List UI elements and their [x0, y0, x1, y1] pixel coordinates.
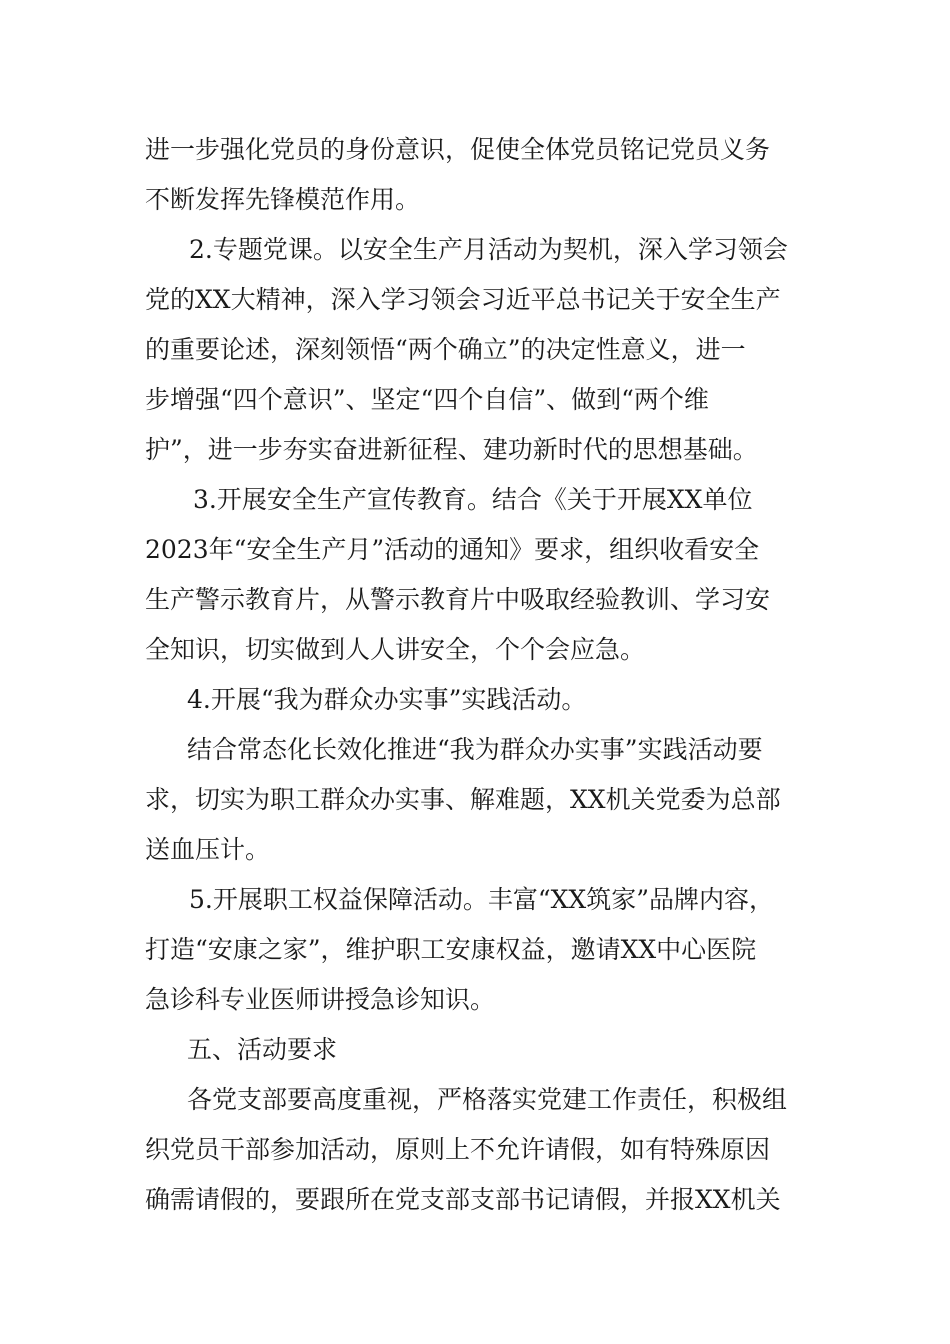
- document-body: [145, 125, 815, 1225]
- text-line: 的重要论述，深刻领悟“两个确立”的决定性意义，进一: [145, 335, 746, 364]
- text-line: 护”，进一步夯实奋进新征程、建功新时代的思想基础。: [145, 435, 758, 464]
- text-line: 2023年“安全生产月”活动的通知》要求，组织收看安全: [145, 535, 760, 564]
- text-line: 党的XX大精神，深入学习领会习近平总书记关于安全生产: [145, 285, 781, 314]
- list-item-heading: 4.开展“我为群众办实事”实践活动。: [187, 685, 587, 714]
- text-line: 进一步强化党员的身份意识，促使全体党员铭记党员义务: [145, 135, 771, 164]
- list-item-heading: 5.开展职工权益保障活动。丰富“XX筑家”品牌内容，: [189, 885, 775, 914]
- text-line: 确需请假的，要跟所在党支部支部书记请假，并报XX机关: [145, 1185, 781, 1214]
- text-line: 急诊科专业医师讲授急诊知识。: [145, 985, 496, 1014]
- text-line: 求，切实为职工群众办实事、解难题，XX机关党委为总部: [145, 785, 781, 814]
- text-line: 各党支部要高度重视，严格落实党建工作责任，积极组: [187, 1085, 788, 1114]
- text-line: 织党员干部参加活动，原则上不允许请假，如有特殊原因: [145, 1135, 771, 1164]
- list-item-heading: 3.开展安全生产宣传教育。结合《关于开展XX单位: [193, 485, 753, 514]
- text-line: 不断发挥先锋模范作用。: [145, 185, 421, 214]
- text-line: 送血压计。: [145, 835, 271, 864]
- text-line: 结合常态化长效化推进“我为群众办实事”实践活动要: [187, 735, 763, 764]
- text-line: 全知识，切实做到人人讲安全，个个会应急。: [145, 635, 646, 664]
- section-heading: 五、活动要求: [187, 1035, 338, 1064]
- text-line: 打造“安康之家”，维护职工安康权益，邀请XX中心医院: [145, 935, 757, 964]
- list-item-heading: 2.专题党课。以安全生产月活动为契机，深入学习领会: [189, 235, 788, 264]
- text-line: 生产警示教育片，从警示教育片中吸取经验教训、学习安: [145, 585, 771, 614]
- text-line: 步增强“四个意识”、坚定“四个自信”、做到“两个维: [145, 385, 709, 414]
